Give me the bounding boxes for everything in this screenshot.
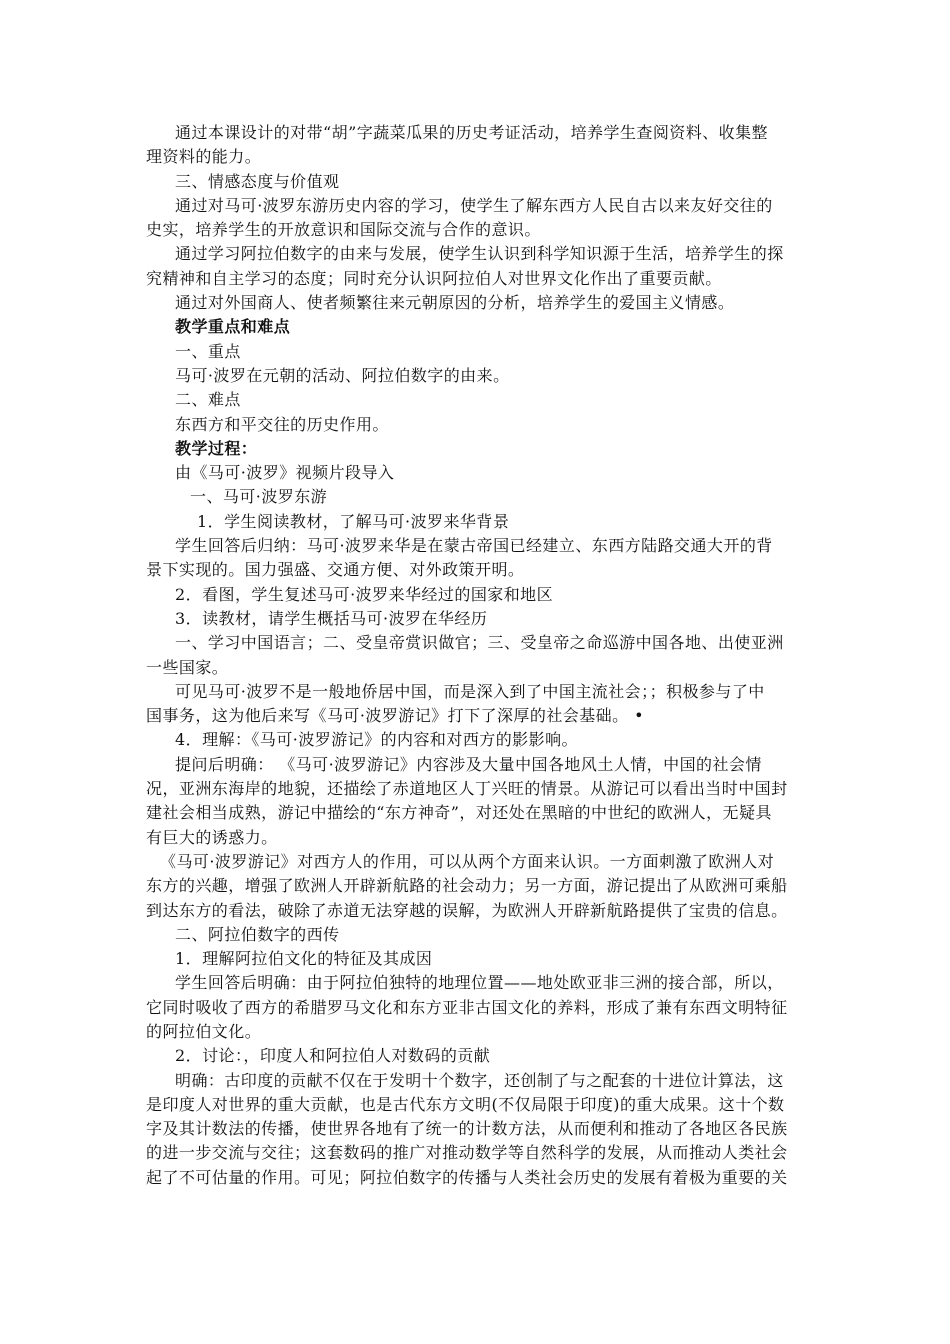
list-item: 1．理解阿拉伯文化的特征及其成因 [175,949,433,969]
paragraph-line: 《马可·波罗游记》对西方人的作用，可以从两个方面来认识。一方面刺激了欧洲人对 [160,851,775,871]
paragraph-line: 字及其计数法的传播，使世界各地有了统一的计数方法，从而便利和推动了各地区各民族 [146,1119,788,1139]
section-heading: 二、难点 [175,390,241,410]
paragraph-line: 起了不可估量的作用。可见；阿拉伯数字的传播与人类社会历史的发展有着极为重要的关 [146,1167,788,1187]
paragraph-line: 理资料的能力。 [146,147,262,167]
section-heading: 二、阿拉伯数字的西传 [175,924,340,944]
section-heading: 一、重点 [175,341,241,361]
bold-heading: 教学过程： [175,438,258,458]
paragraph-line: 景下实现的。国力强盛、交通方便、对外政策开明。 [146,560,525,580]
paragraph-line: 究精神和自主学习的态度；同时充分认识阿拉伯人对世界文化作出了重要贡献。 [146,268,722,288]
paragraph-line: 通过对马可·波罗东游历史内容的学习，使学生了解东西方人民自古以来友好交往的 [175,195,773,215]
paragraph-line: 通过对外国商人、使者频繁往来元朝原因的分析，培养学生的爱国主义情感。 [175,293,735,313]
paragraph-line: 况，亚洲东海岸的地貌，还描绘了赤道地区人丁兴旺的情景。从游记可以看出当时中国封 [146,779,788,799]
paragraph-line: 到达东方的看法，破除了赤道无法穿越的误解，为欧洲人开辟新航路提供了宝贵的信息。 [146,900,788,920]
paragraph-line: 东西方和平交往的历史作用。 [175,414,389,434]
paragraph-line: 的阿拉伯文化。 [146,1021,262,1041]
paragraph-line: 是印度人对世界的重大贡献，也是古代东方文明(不仅局限于印度)的重大成果。这十个数 [146,1094,785,1114]
section-heading: 一、马可·波罗东游 [190,487,328,507]
paragraph-line: 学生回答后明确：由于阿拉伯独特的地理位置——地处欧亚非三洲的接合部，所以， [175,973,784,993]
paragraph-line: 东方的兴趣，增强了欧洲人开辟新航路的社会动力；另一方面，游记提出了从欧洲可乘船 [146,876,788,896]
paragraph-line: 马可·波罗在元朝的活动、阿拉伯数字的由来。 [175,365,510,385]
paragraph-line: 一、学习中国语言；二、受皇帝赏识做官；三、受皇帝之命巡游中国各地、出使亚洲 [175,633,784,653]
paragraph-line: 有巨大的诱惑力。 [146,827,278,847]
section-heading: 三、情感态度与价值观 [175,171,340,191]
paragraph-line: 它同时吸收了西方的希腊罗马文化和东方亚非古国文化的养料，形成了兼有东西文明特征 [146,997,788,1017]
paragraph-line: 一些国家。 [146,657,229,677]
paragraph-line: 学生回答后归纳：马可·波罗来华是在蒙古帝国已经建立、东西方陆路交通大开的背 [175,536,773,556]
paragraph-line: 可见马可·波罗不是一般地侨居中国，而是深入到了中国主流社会；；积极参与了中 [175,681,765,701]
bold-heading: 教学重点和难点 [175,317,291,337]
paragraph-line: 提问后明确： 《马可·波罗游记》内容涉及大量中国各地风土人情，中国的社会情 [175,754,762,774]
list-item: 1．学生阅读教材，了解马可·波罗来华背景 [197,511,510,531]
paragraph-line: 通过本课设计的对带“胡”字蔬菜瓜果的历史考证活动，培养学生查阅资料、收集整 [175,123,769,142]
paragraph-line: 建社会相当成熟，游记中描绘的“东方神奇”，对还处在黑暗的中世纪的欧洲人，无疑具 [146,803,772,823]
paragraph-line: 史实，培养学生的开放意识和国际交流与合作的意识。 [146,220,541,240]
paragraph-line: 通过学习阿拉伯数字的由来与发展，使学生认识到科学知识源于生活，培养学生的探 [175,244,784,264]
list-item: 2．看图，学生复述马可·波罗来华经过的国家和地区 [175,584,554,604]
list-item: 4．理解：《马可·波罗游记》的内容和对西方的影影响。 [175,730,578,750]
paragraph-line: 国事务，这为他后来写《马可·波罗游记》打下了深厚的社会基础。 • [146,706,645,726]
list-item: 2．讨论：，印度人和阿拉伯人对数码的贡献 [175,1046,491,1066]
list-item: 3．读教材，请学生概括马可·波罗在华经历 [175,608,488,628]
paragraph-line: 的进一步交流与交往；这套数码的推广对推动数学等自然科学的发展，从而推动人类社会 [146,1143,788,1163]
paragraph-line: 由《马可·波罗》视频片段导入 [175,463,395,483]
paragraph-line: 明确：古印度的贡献不仅在于发明十个数字，还创制了与之配套的十进位计算法，这 [175,1070,784,1090]
